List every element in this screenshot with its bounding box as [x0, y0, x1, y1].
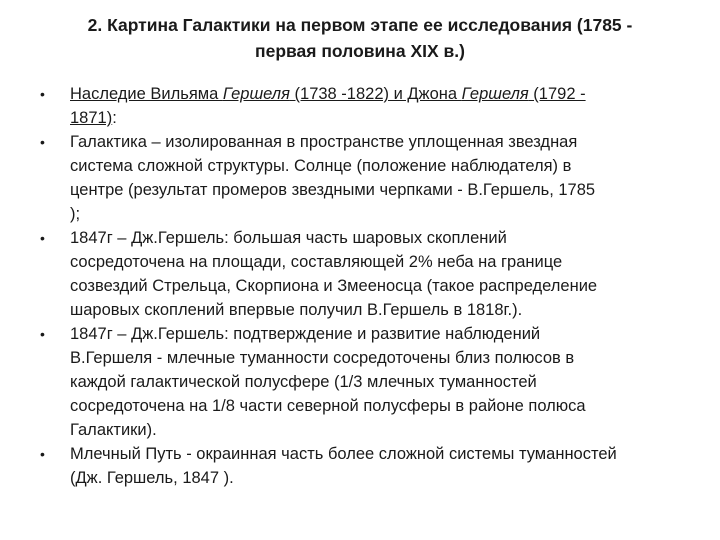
bullet-text-segment: шаровых скоплений впервые получил В.Гершель в 1818г.). — [70, 301, 523, 319]
bullet-point: • — [40, 86, 45, 102]
bullet-text-line — [70, 130, 690, 154]
bullet-text-line — [70, 370, 690, 394]
bullet-text-line — [70, 442, 690, 466]
bullet-text-line — [70, 202, 690, 226]
bullet-text-line — [70, 226, 690, 250]
bullet-text-line — [70, 298, 690, 322]
bullet-text-segment: В.Гершеля - млечные туманности сосредоточены близ полюсов в — [70, 349, 575, 367]
bullet-text-segment: Млечный Путь - окраинная часть более сложной системы туманностей — [70, 445, 617, 463]
bullet-text-line — [70, 466, 690, 490]
bullet-text-segment: Наследие Вильяма — [70, 85, 223, 103]
bullet-text-line — [70, 394, 690, 418]
bullet-text-segment: (1738 -1822) и Джона — [289, 85, 462, 103]
slide-title-line-1: 2. Картина Галактики на первом этапе ее исследования (1785 - — [87, 15, 633, 35]
slide-title-line-2: первая половина XIX в.) — [255, 41, 465, 61]
bullet-text-segment: 1871) — [70, 109, 113, 127]
bullet-text-segment: : — [112, 109, 117, 127]
bullet-text-line — [70, 178, 690, 202]
bullet-point: • — [40, 446, 45, 462]
bullet-text-segment: система сложной структуры. Солнце (положение наблюдателя) в — [70, 157, 572, 175]
bullet-text-segment: 1847г – Дж.Гершель: большая часть шаровых скоплений — [70, 229, 507, 247]
bullet-text-line — [70, 154, 690, 178]
bullet-text-segment: (1792 - — [528, 85, 586, 103]
bullet-text-segment: созвездий Стрельца, Скорпиона и Змееносца (такое распределение — [70, 277, 598, 295]
bullet-point: • — [40, 134, 45, 150]
bullet-text-segment: ); — [70, 205, 81, 223]
bullet-text-line — [70, 106, 690, 130]
bullet-text-line — [70, 274, 690, 298]
bullet-text-line — [70, 82, 690, 106]
bullet-list — [0, 82, 720, 490]
bullet-item-4 — [0, 322, 720, 442]
bullet-text-segment: Галактики). — [70, 421, 157, 439]
bullet-item-1 — [0, 82, 720, 130]
bullet-text-segment: каждой галактической полусфере (1/3 млечных туманностей — [70, 373, 537, 391]
bullet-text-line — [70, 250, 690, 274]
bullet-text-segment: (Дж. Гершель, 1847 ). — [70, 469, 234, 487]
slide-title — [40, 12, 680, 64]
bullet-text-segment: сосредоточена на площади, составляющей 2% неба на границе — [70, 253, 563, 271]
bullet-text-segment: Гершеля — [222, 85, 290, 103]
bullet-text-segment: 1847г – Дж.Гершель: подтверждение и развитие наблюдений — [70, 325, 541, 343]
bullet-item-2 — [0, 130, 720, 226]
bullet-text-line — [70, 322, 690, 346]
bullet-item-5 — [0, 442, 720, 490]
bullet-text-segment: Галактика – изолированная в пространстве уплощенная звездная — [70, 133, 578, 151]
bullet-text-line — [70, 418, 690, 442]
bullet-item-3 — [0, 226, 720, 322]
bullet-text-segment: сосредоточена на 1/8 части северной полусферы в районе полюса — [70, 397, 586, 415]
bullet-point: • — [40, 326, 45, 342]
bullet-text-line — [70, 346, 690, 370]
bullet-text-segment: Гершеля — [461, 85, 529, 103]
bullet-text-segment: центре (результат промеров звездными черпками - В.Гершель, 1785 — [70, 181, 596, 199]
bullet-point: • — [40, 230, 45, 246]
